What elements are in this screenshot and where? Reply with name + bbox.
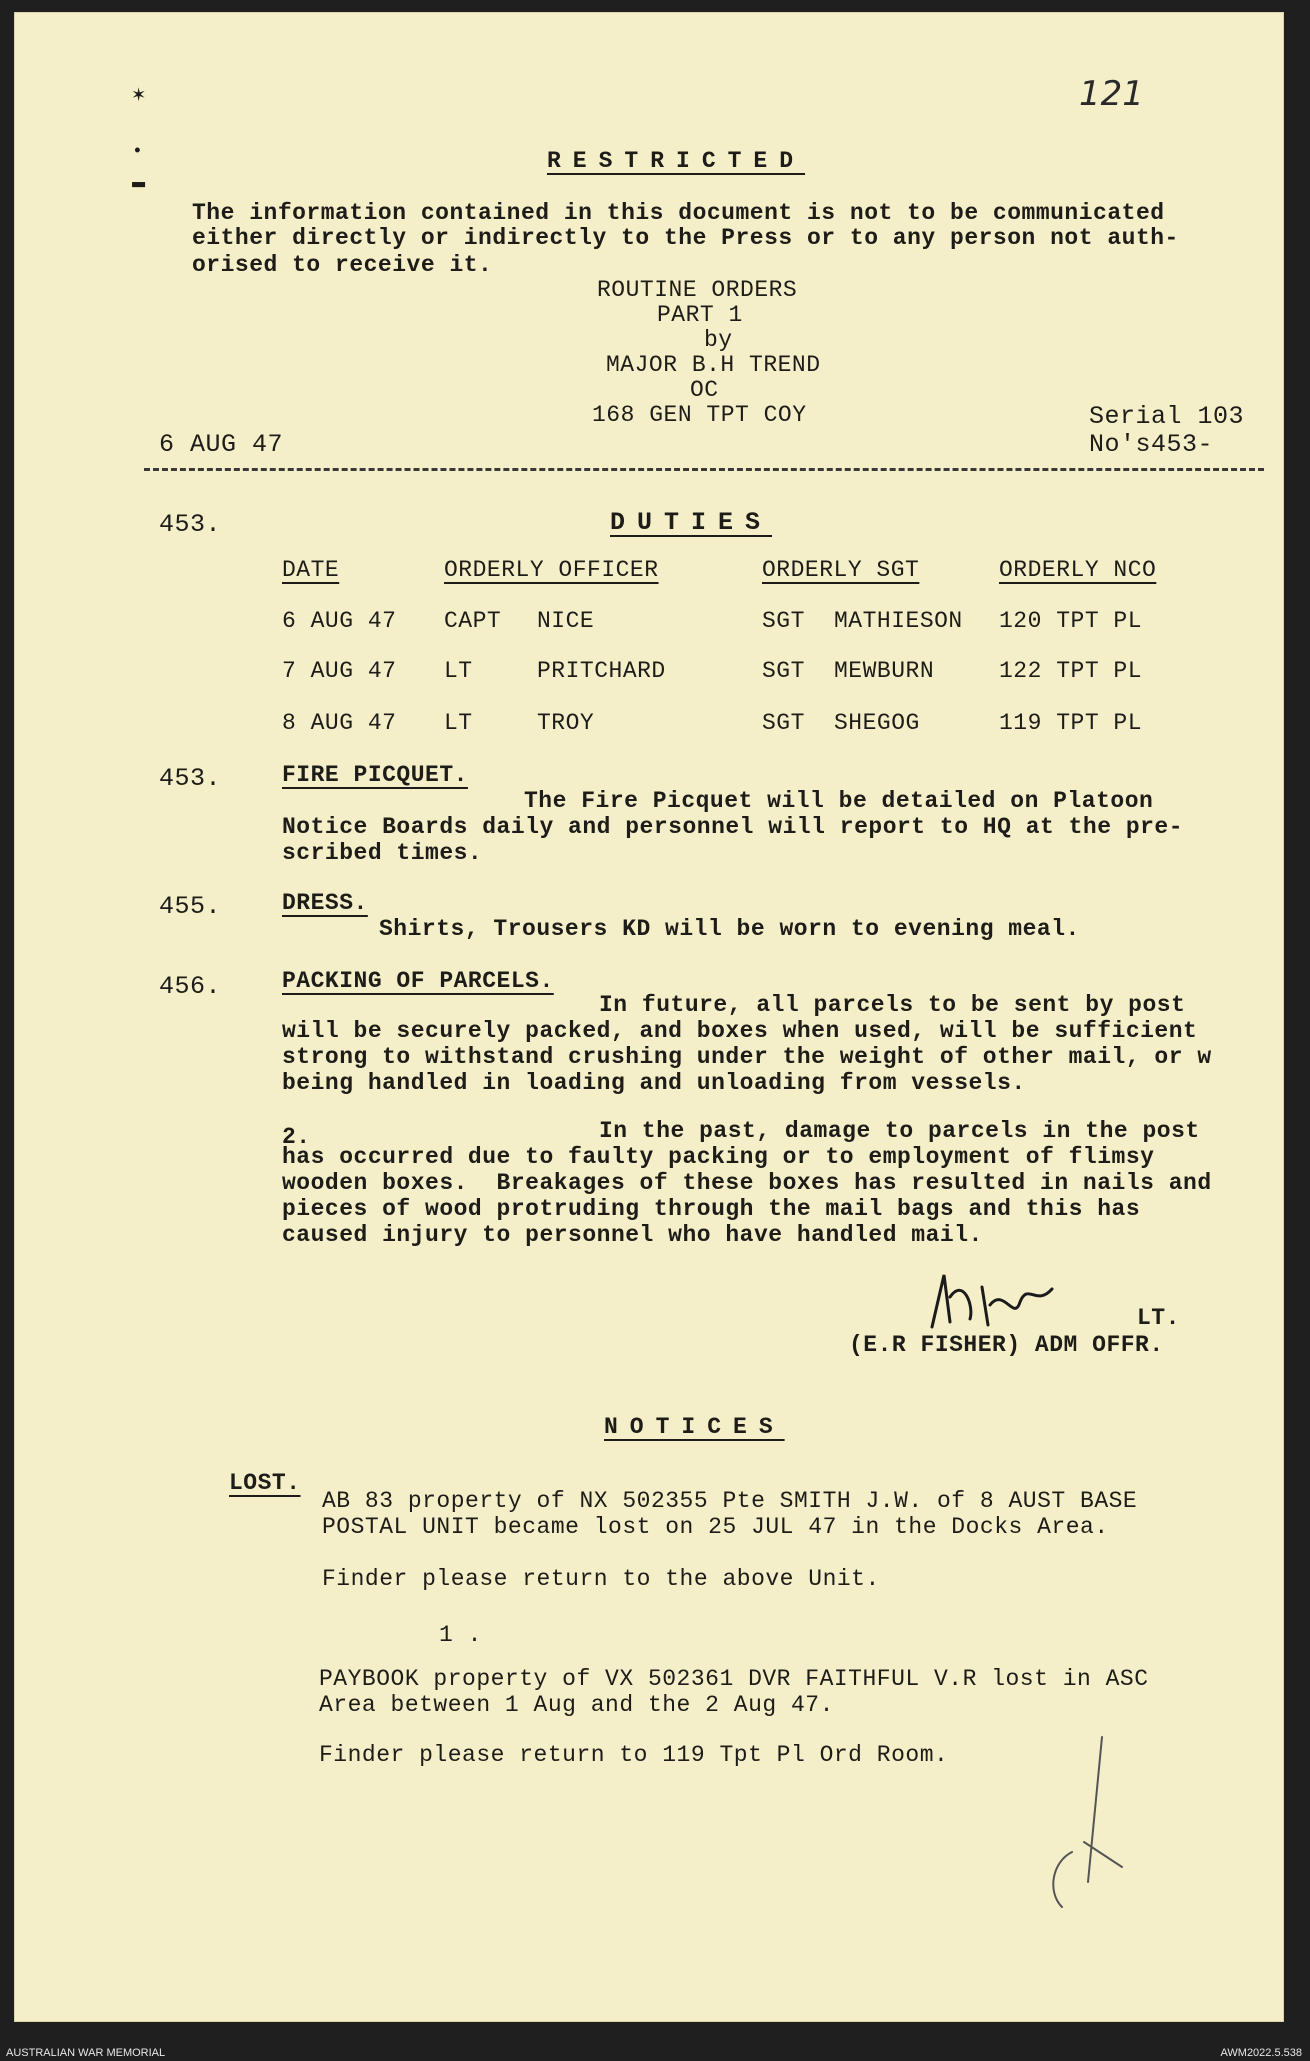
- footer-credit: AUSTRALIAN WAR MEMORIAL: [6, 2047, 166, 2059]
- section-heading: PACKING OF PARCELS.: [282, 968, 554, 994]
- restricted-heading: RESTRICTED: [547, 148, 806, 174]
- row-sgt-rank: SGT: [762, 608, 805, 634]
- row-rank: LT: [444, 658, 473, 684]
- pencil-tick-mark: [1032, 1732, 1142, 1912]
- body-line: Notice Boards daily and personnel will report to HQ at the pre-: [282, 814, 1184, 840]
- body-line: scribed times.: [282, 840, 483, 866]
- title-line: MAJOR B.H TREND: [606, 352, 821, 378]
- paragraph-number: 2.: [282, 1124, 311, 1150]
- lost-label: LOST.: [229, 1470, 301, 1496]
- body-line: pieces of wood protruding through the mail bags and this has: [282, 1196, 1141, 1222]
- row-nco: 119 TPT PL: [999, 710, 1143, 736]
- row-sgt: MATHIESON: [834, 608, 963, 634]
- handwritten-signature: [924, 1267, 1074, 1342]
- row-rank: LT: [444, 710, 473, 736]
- warning-line: The information contained in this document is not to be communicated: [192, 200, 1165, 226]
- row-officer: TROY: [537, 710, 595, 736]
- row-sgt-rank: SGT: [762, 710, 805, 736]
- column-header: ORDERLY OFFICER: [444, 557, 659, 583]
- column-header: DATE: [282, 557, 340, 583]
- duties-heading: DUTIES: [610, 508, 773, 537]
- warning-line: orised to receive it.: [192, 252, 493, 278]
- title-line: 168 GEN TPT COY: [592, 402, 807, 428]
- column-header: ORDERLY SGT: [762, 557, 920, 583]
- divider: [144, 468, 1264, 471]
- body-line: has occurred due to faulty packing or to employment of flimsy: [282, 1144, 1155, 1170]
- title-line: ROUTINE ORDERS: [597, 277, 798, 303]
- warning-line: either directly or indirectly to the Press or to any person not auth-: [192, 225, 1179, 251]
- notice-finder: Finder please return to the above Unit.: [322, 1566, 880, 1592]
- row-officer: PRITCHARD: [537, 658, 666, 684]
- section-number: 456.: [159, 972, 222, 1001]
- body-line: strong to withstand crushing under the weight of other mail, or w: [282, 1044, 1212, 1070]
- section-heading: FIRE PICQUET.: [282, 762, 468, 788]
- body-line: will be securely packed, and boxes when used, will be sufficient: [282, 1018, 1198, 1044]
- title-line: by: [704, 327, 733, 353]
- body-line: The Fire Picquet will be detailed on Platoon: [524, 788, 1154, 814]
- row-rank: CAPT: [444, 608, 502, 634]
- row-date: 8 AUG 47: [282, 710, 397, 736]
- row-sgt-rank: SGT: [762, 658, 805, 684]
- notice-line: PAYBOOK property of VX 502361 DVR FAITHFUL V.R lost in ASC: [319, 1666, 1149, 1692]
- notices-heading: NOTICES: [604, 1414, 785, 1440]
- document-page: [14, 12, 1284, 2022]
- section-number: 453.: [159, 764, 222, 793]
- row-nco: 122 TPT PL: [999, 658, 1143, 684]
- body-line: being handled in loading and unloading from vessels.: [282, 1070, 1026, 1096]
- signatory-rank: LT.: [1137, 1305, 1180, 1331]
- body-line: In the past, damage to parcels in the post: [599, 1118, 1200, 1144]
- signatory-name: (E.R FISHER) ADM OFFR.: [849, 1332, 1164, 1358]
- notice-line: Area between 1 Aug and the 2 Aug 47.: [319, 1692, 834, 1718]
- row-officer: NICE: [537, 608, 595, 634]
- section-number: 453.: [159, 510, 222, 539]
- title-line: PART 1: [657, 302, 743, 328]
- title-line: OC: [690, 377, 719, 403]
- notice-finder: Finder please return to 119 Tpt Pl Ord Room.: [319, 1742, 949, 1768]
- notice-number: 1 .: [439, 1622, 482, 1648]
- notice-line: POSTAL UNIT became lost on 25 JUL 47 in the Docks Area.: [322, 1514, 1109, 1540]
- row-nco: 120 TPT PL: [999, 608, 1143, 634]
- section-heading: DRESS.: [282, 890, 368, 916]
- body-line: Shirts, Trousers KD will be worn to evening meal.: [379, 916, 1080, 942]
- row-date: 6 AUG 47: [282, 608, 397, 634]
- section-number: 455.: [159, 892, 222, 921]
- row-date: 7 AUG 47: [282, 658, 397, 684]
- row-sgt: SHEGOG: [834, 710, 920, 736]
- order-date: 6 AUG 47: [159, 430, 284, 459]
- row-sgt: MEWBURN: [834, 658, 935, 684]
- punch-mark: •: [132, 142, 143, 162]
- serial-number: Serial 103: [1089, 402, 1245, 431]
- column-header: ORDERLY NCO: [999, 557, 1157, 583]
- punch-mark: ▬: [132, 170, 146, 195]
- body-line: wooden boxes. Breakages of these boxes has resulted in nails and: [282, 1170, 1212, 1196]
- notice-line: AB 83 property of NX 502355 Pte SMITH J.W. of 8 AUST BASE: [322, 1488, 1138, 1514]
- punch-mark: ✶: [132, 83, 146, 108]
- footer-accession: AWM2022.5.538: [1220, 2047, 1302, 2059]
- page-number: 121: [1079, 74, 1144, 114]
- body-line: In future, all parcels to be sent by post: [599, 992, 1186, 1018]
- body-line: caused injury to personnel who have handled mail.: [282, 1222, 983, 1248]
- order-numbers: No's453-: [1089, 430, 1214, 459]
